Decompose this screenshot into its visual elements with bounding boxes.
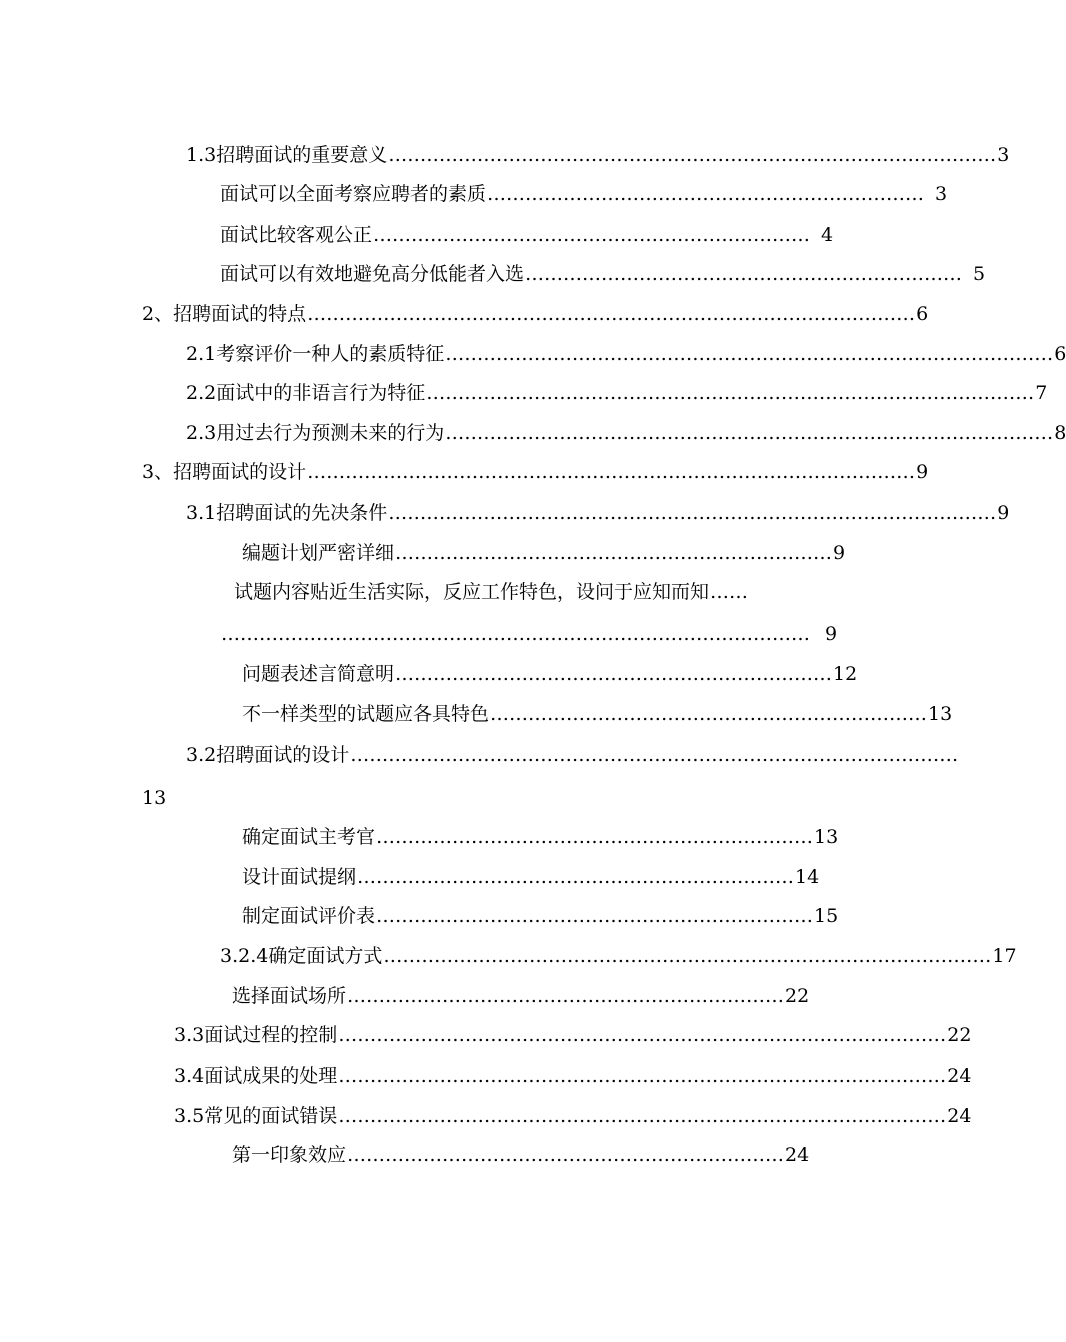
entry-page: 13 (928, 703, 953, 725)
toc-entry (186, 421, 1066, 445)
entry-number: 1.3 (186, 144, 217, 166)
dot-leader: …… (710, 581, 749, 603)
entry-page: 22 (785, 985, 810, 1007)
entry-number: 3.1 (186, 502, 217, 524)
entry-page: 24 (947, 1065, 972, 1087)
toc-entry (242, 702, 953, 726)
entry-title: 面试可以有效地避免高分低能者入选 (220, 263, 525, 285)
entry-page: 8 (1054, 422, 1066, 444)
dot-leader: …………………………………………………………… (395, 542, 833, 564)
dot-leader: …………………………………………………………… (347, 985, 785, 1007)
entry-page: 6 (1054, 343, 1066, 365)
entry-page: 4 (821, 224, 834, 246)
toc-entry (220, 944, 1017, 968)
entry-number: 3.4 (174, 1065, 205, 1087)
dot-leader: …………………………………………………………………………………… (307, 461, 916, 483)
toc-entry (234, 580, 824, 604)
dot-leader: …………………………………………………………………………………… (383, 945, 992, 967)
toc-entry (242, 662, 858, 686)
toc-entry (220, 622, 838, 646)
toc-entry (232, 984, 810, 1008)
dot-leader: …………………………………………………………………………………… (307, 303, 916, 325)
toc-entry (220, 182, 948, 206)
entry-number: 3.2.4 (220, 945, 269, 967)
toc-entry (186, 743, 959, 767)
entry-page: 13 (814, 826, 839, 848)
dot-leader: …………………………………………………………………………………… (338, 1024, 947, 1046)
dot-leader: …………………………………………………………… (376, 905, 814, 927)
entry-page: 14 (795, 866, 820, 888)
dot-leader: …………………………………………………………… (376, 826, 814, 848)
toc-entry (186, 381, 1048, 405)
entry-page: 15 (814, 905, 839, 927)
entry-title: 招聘面试的设计 (216, 744, 350, 766)
toc-entry (174, 1023, 972, 1047)
entry-title: 设计面试提纲 (242, 866, 357, 888)
dot-leader: …………………………………………………………………………………… (338, 1065, 947, 1087)
entry-page: 6 (916, 303, 929, 325)
entry-title: 面试过程的控制 (204, 1024, 338, 1046)
entry-title: 确定面试方式 (268, 945, 383, 967)
entry-page: 17 (992, 945, 1017, 967)
entry-title: 面试可以全面考察应聘者的素质 (220, 183, 487, 205)
entry-number: 2.1 (186, 343, 217, 365)
dot-leader: …………………………………………………………… (490, 703, 928, 725)
toc-entry (220, 223, 834, 247)
entry-page: 9 (825, 623, 838, 645)
dot-leader: …………………………………………………………………………………… (338, 1105, 947, 1127)
toc-entry (142, 302, 929, 326)
entry-title: 招聘面试的重要意义 (216, 144, 388, 166)
entry-number: 2.3 (186, 422, 217, 444)
toc-entry (242, 541, 846, 565)
toc-entry (142, 786, 202, 810)
toc-entry (142, 460, 929, 484)
toc-entry (186, 342, 1066, 366)
dot-leader: …………………………………………………………………………………… (350, 744, 959, 766)
entry-page: 24 (947, 1105, 972, 1127)
toc-entry (174, 1104, 972, 1128)
dot-leader: …………………………………………………………… (525, 263, 963, 285)
entry-title: 用过去行为预测未来的行为 (216, 422, 445, 444)
entry-title: 编题计划严密详细 (242, 542, 395, 564)
dot-leader: …………………………………………………………… (395, 663, 833, 685)
dot-leader: …………………………………………………………… (347, 1144, 785, 1166)
entry-title: 试题内容贴近生活实际，反应工作特色，设问于应知而知 (234, 581, 710, 603)
entry-title: 招聘面试的特点 (173, 303, 307, 325)
entry-title: 面试中的非语言行为特征 (216, 382, 426, 404)
entry-title: 面试成果的处理 (204, 1065, 338, 1087)
entry-page: 3 (997, 144, 1010, 166)
dot-leader: …………………………………………………………… (373, 224, 811, 246)
entry-title: 制定面试评价表 (242, 905, 376, 927)
entry-title: 面试比较客观公正 (220, 224, 373, 246)
toc-entry (186, 501, 1010, 525)
entry-page: 22 (947, 1024, 972, 1046)
entry-page: 7 (1035, 382, 1048, 404)
entry-title: 问题表述言简意明 (242, 663, 395, 685)
entry-number: 3、 (142, 461, 174, 483)
entry-page: 24 (785, 1144, 810, 1166)
entry-page: 9 (833, 542, 846, 564)
entry-page: 9 (997, 502, 1010, 524)
toc-entry (242, 904, 839, 928)
entry-title: 选择面试场所 (232, 985, 347, 1007)
entry-title: 招聘面试的设计 (173, 461, 307, 483)
entry-number: 3.2 (186, 744, 217, 766)
dot-leader: …………………………………………………………………………………… (388, 502, 997, 524)
entry-page: 9 (916, 461, 929, 483)
dot-leader: …………………………………………………………………………………… (445, 422, 1054, 444)
entry-page: 12 (833, 663, 858, 685)
dot-leader: …………………………………………………………… (357, 866, 795, 888)
entry-page: 3 (935, 183, 948, 205)
toc-entry (186, 143, 1010, 167)
toc-entry (232, 1143, 810, 1167)
entry-title: 考察评价一种人的素质特征 (216, 343, 445, 365)
entry-title: 确定面试主考官 (242, 826, 376, 848)
entry-number: 3.5 (174, 1105, 205, 1127)
entry-page: 13 (142, 787, 167, 809)
toc-entry (220, 262, 986, 286)
entry-title: 常见的面试错误 (204, 1105, 338, 1127)
toc-entry (174, 1064, 972, 1088)
toc-entry (242, 825, 839, 849)
entry-title: 不一样类型的试题应各具特色 (242, 703, 490, 725)
entry-number: 2、 (142, 303, 174, 325)
dot-leader: …………………………………………………………………………………… (445, 343, 1054, 365)
dot-leader: …………………………………………………………………………………… (388, 144, 997, 166)
toc-entry (242, 865, 820, 889)
entry-number: 2.2 (186, 382, 217, 404)
entry-title: 第一印象效应 (232, 1144, 347, 1166)
entry-title: 招聘面试的先决条件 (216, 502, 388, 524)
dot-leader: …………………………………………………………… (487, 183, 925, 205)
dot-leader: ………………………………………………………………………………… (221, 623, 810, 645)
dot-leader: …………………………………………………………………………………… (426, 382, 1035, 404)
entry-page: 5 (973, 263, 986, 285)
entry-number: 3.3 (174, 1024, 205, 1046)
